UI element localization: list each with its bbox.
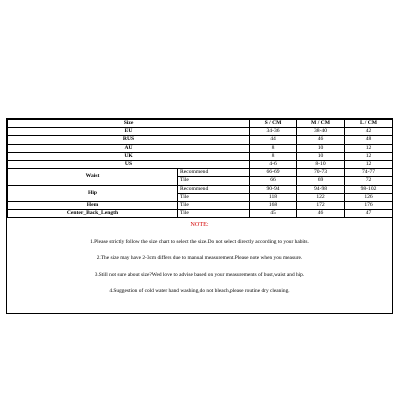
row-label: UK [8, 152, 250, 160]
row-label: US [8, 160, 250, 168]
cell-s: 45 [250, 210, 297, 218]
table-header-row [8, 120, 393, 128]
cell-s: 34-36 [250, 128, 297, 136]
cell-s: 44 [250, 136, 297, 144]
cell-m: 172 [297, 201, 345, 209]
row-label: EU [8, 128, 250, 136]
cell-s: 66 [250, 177, 297, 185]
row-label: RUS [8, 136, 250, 144]
table-row [8, 160, 393, 168]
note-line: 1.Please strictly follow the size chart to select the size.Do not select directly according to your habits. [90, 238, 309, 245]
header-col-l: L / CM [345, 120, 393, 128]
cell-m: 10 [297, 152, 345, 160]
table-row [8, 128, 393, 136]
header-col-s: S / CM [250, 120, 297, 128]
table-row [8, 136, 393, 144]
cell-l: 12 [345, 144, 393, 152]
cell-l: 48 [345, 136, 393, 144]
cell-m: 122 [297, 193, 345, 201]
row-label: AU [8, 144, 250, 152]
cell-s: 90-94 [250, 185, 297, 193]
cell-l: 12 [345, 152, 393, 160]
row-sublabel: Recommend [178, 185, 250, 193]
cell-m: 46 [297, 210, 345, 218]
row-label: Hip [8, 185, 178, 201]
table-row [8, 144, 393, 152]
cell-s: 8 [250, 144, 297, 152]
row-label: Center_Back_Length [8, 210, 178, 218]
header-size-label: Size [8, 120, 250, 128]
row-sublabel: Tile [178, 201, 250, 209]
cell-l: 72 [345, 177, 393, 185]
cell-l: 12 [345, 160, 393, 168]
cell-l: 98-102 [345, 185, 393, 193]
cell-s: 118 [250, 193, 297, 201]
note-line: 2.The size may have 2-3cm differs due to manual measurement.Please note when you measure. [96, 255, 303, 261]
notes-section [7, 215, 392, 294]
cell-m: 10 [297, 144, 345, 152]
table-row [8, 152, 393, 160]
cell-l: 42 [345, 128, 393, 136]
table-row [8, 201, 393, 209]
cell-l: 47 [345, 210, 393, 218]
size-chart-panel [6, 118, 393, 314]
row-sublabel: Tile [178, 177, 250, 185]
cell-m: 38-40 [297, 128, 345, 136]
cell-m: 8-10 [297, 160, 345, 168]
cell-l: 176 [345, 201, 393, 209]
cell-l: 74-77 [345, 169, 393, 177]
note-title: NOTE: [190, 221, 209, 228]
row-sublabel: Tile [178, 193, 250, 201]
cell-m: 70-73 [297, 169, 345, 177]
cell-m: 69 [297, 177, 345, 185]
note-line: 3.Still not sure about size?Wed love to advise based on your measurements of bust,waist and hip. [94, 271, 305, 278]
table-row [8, 169, 393, 177]
cell-l: 126 [345, 193, 393, 201]
cell-s: 4-6 [250, 160, 297, 168]
row-label: Hem [8, 201, 178, 209]
cell-s: 168 [250, 201, 297, 209]
size-table [7, 119, 393, 218]
row-label: Waist [8, 169, 178, 185]
table-row [8, 185, 393, 193]
cell-s: 8 [250, 152, 297, 160]
cell-s: 66-69 [250, 169, 297, 177]
row-sublabel: Tile [178, 210, 250, 218]
cell-m: 46 [297, 136, 345, 144]
row-sublabel: Recommend [178, 169, 250, 177]
note-line: 4.Suggestion of cold water hand washing,do not bleach,please routine dry cleaning. [109, 288, 290, 294]
cell-m: 94-98 [297, 185, 345, 193]
header-col-m: M / CM [297, 120, 345, 128]
